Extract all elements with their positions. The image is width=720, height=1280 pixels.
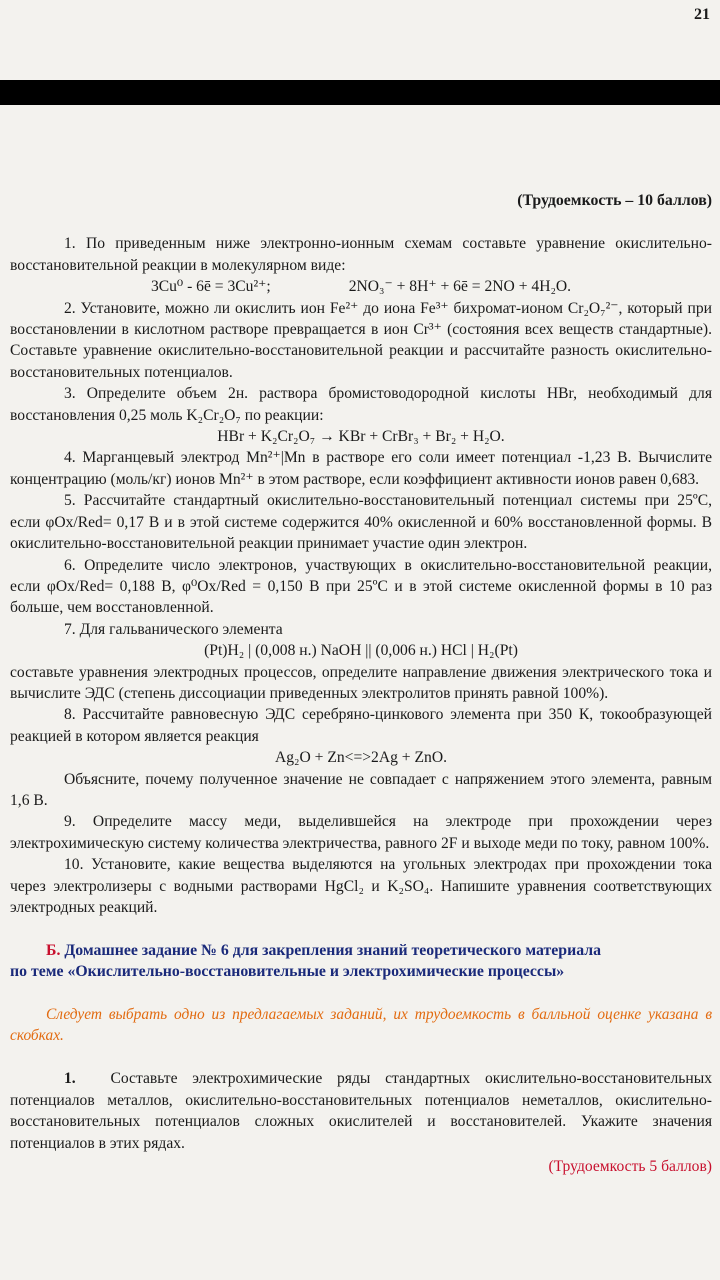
task-7-continued: составьте уравнения электродных процессов, определите направление движения электрического тока и вычислите ЭДС (степень диссоциации приведенных электролитов принять равной 100%).	[10, 663, 712, 702]
equation-1a: 3Cu⁰ - 6ē = 3Cu²⁺;	[150, 278, 271, 296]
equation-8: Ag₂O + Zn<=>2Ag + ZnO.	[275, 749, 447, 767]
laboriousness-label: (Трудоемкость – 10 баллов)	[517, 192, 712, 209]
task-10: 10. Установите, какие вещества выделяются на угольных электродах при прохождении тока через электролизеры с водными растворами HgCl₂ и K₂SO₄. Напишите уравнения соответствующих электродных реакций.	[10, 856, 712, 916]
section-b-title-line2: по теме «Окислительно-восстановительные и электрохимические процессы»	[10, 963, 565, 981]
section-b-letter: Б.	[46, 942, 61, 960]
equation-7: (Pt)H₂ | (0,008 н.) NaOH || (0,006 н.) HCl | H₂(Pt)	[204, 642, 518, 660]
task-3: 3. Определите объем 2н. раствора бромистоводородной кислоты HBr, необходимый для восстановления 0,25 моль K₂Cr₂O₇ по реакции:	[10, 385, 712, 424]
equation-3: HBr + K₂Cr₂O₇ → KBr + CrBr₃ + Br₂ + H₂O.	[217, 428, 505, 446]
task-1-equations	[10, 276, 712, 297]
task-7: 7. Для гальванического элемента	[64, 620, 283, 638]
section-b-title-line1: Домашнее задание № 6 для закрепления знаний теоретического материала	[64, 942, 601, 960]
task-5: 5. Рассчитайте стандартный окислительно-восстановительный потенциал системы при 25ºC, если φOx/Red= 0,17 В и в этой системе содержится 40% окисленной и 60% восстановленной формы. В окислительно-восстановительной реакции принимает участие один электрон.	[10, 492, 712, 553]
homework-task-1-points: (Трудоемкость 5 баллов)	[548, 1158, 712, 1176]
task-9: 9. Определите массу меди, выделившейся на электроде при прохождении через электрохимическую систему количества электричества, равного 2F и выходе меди по току, равном 100%.	[10, 813, 712, 852]
redaction-bar	[0, 80, 720, 105]
homework-task-1-text: Составьте электрохимические ряды стандартных окислительно-восстановительных потенциалов металлов, окислительно-восстановительных потенциалов неметаллов, окислительно-восстановительных потенциалов сложных окислителей и восстановителей. Укажите значения потенциалов в этих рядах.	[10, 1070, 712, 1152]
task-4: 4. Марганцевый электрод Mn²⁺|Mn в растворе его соли имеет потенциал -1,23 В. Вычислите концентрацию (моль/кг) ионов Mn²⁺ в этом растворе, если коэффициент активности ионов равен 0,683.	[10, 449, 712, 488]
page-number: 21	[694, 6, 710, 23]
homework-task-1	[10, 1068, 712, 1154]
task-8-continued: Объясните, почему полученное значение не совпадает с напряжением этого элемента, равным 1,6 В.	[10, 770, 712, 809]
task-8: 8. Рассчитайте равновесную ЭДС серебряно-цинкового элемента при 350 К, токообразующей реакцией в котором является реакция	[10, 706, 712, 745]
homework-task-1-number: 1.	[64, 1070, 76, 1088]
document-body	[10, 190, 712, 1177]
task-2: 2. Установите, можно ли окислить ион Fe²⁺ до иона Fe³⁺ бихромат-ионом Cr₂O₇²⁻, который при восстановлении в кислотном растворе превращается в ион Cr³⁺ (состояния всех веществ стандартные). Составьте уравнение окислительно-восстановительной реакции и рассчитайте разность окислительно-восстановительных потенциалов.	[10, 299, 712, 381]
task-6: 6. Определите число электронов, участвующих в окислительно-восстановительной реакции, если φOx/Red= 0,188 В, φ⁰Ox/Red = 0,150 В при 25ºC и в этой системе окисленной формы в 10 раз больше, чем восстановленной.	[10, 556, 712, 617]
task-1: 1. По приведенным ниже электронно-ионным схемам составьте уравнение окислительно-восстановительной реакции в молекулярном виде:	[10, 235, 712, 274]
selection-note: Следует выбрать одно из предлагаемых заданий, их трудоемкость в балльной оценке указана в скобках.	[10, 1006, 712, 1045]
equation-1b: 2NO₃⁻ + 8H⁺ + 6ē = 2NO + 4H₂O.	[348, 278, 572, 296]
section-b-heading	[10, 940, 712, 982]
